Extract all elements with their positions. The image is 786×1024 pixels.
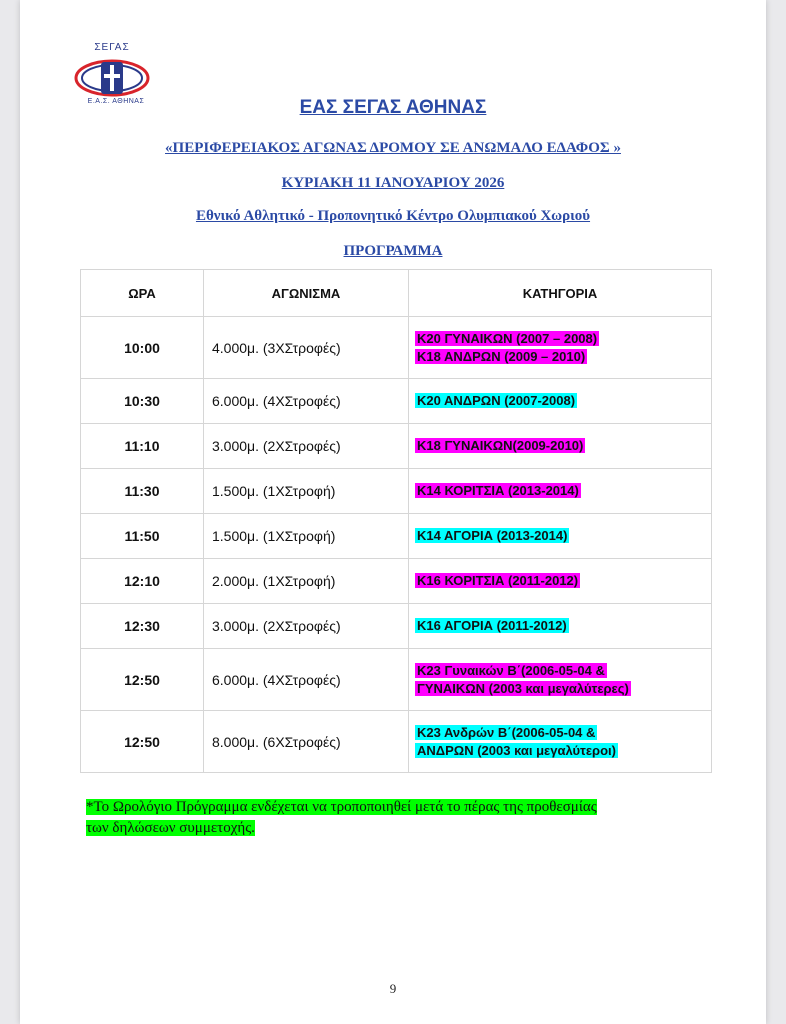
category-label: Κ14 ΑΓΟΡΙΑ (2013-2014) — [417, 528, 568, 543]
row-event: 1.500μ. (1ΧΣτροφή) — [204, 514, 409, 559]
page-title: ΕΑΣ ΣΕΓΑΣ ΑΘΗΝΑΣ — [299, 97, 487, 118]
program-heading: ΠΡΟΓΡΑΜΜΑ — [343, 243, 443, 259]
event-title: «ΠΕΡΙΦΕΡΕΙΑΚΟΣ ΑΓΩΝΑΣ ΔΡΟΜΟΥ ΣΕ ΑΝΩΜΑΛΟ ΕΔΑΦΟΣ » — [165, 140, 621, 156]
row-category — [409, 604, 712, 649]
category-women: Κ20 ΓΥΝΑΙΚΩΝ (2007 – 2008) — [417, 330, 598, 346]
category-line-1: Κ23 Ανδρών Β΄(2006-05-04 & — [417, 724, 596, 740]
category-label: Κ14 ΚΟΡΙΤΣΙΑ (2013-2014) — [417, 483, 579, 498]
table-header-row — [81, 270, 712, 317]
row-time: 12:30 — [81, 604, 204, 649]
row-time: 10:30 — [81, 379, 204, 424]
header-time: ΩΡΑ — [81, 270, 204, 317]
table-row — [81, 424, 712, 469]
row-time: 12:10 — [81, 559, 204, 604]
note-line-2: των δηλώσεων συμμετοχής. — [86, 820, 255, 836]
event-venue: Εθνικό Αθλητικό - Προπονητικό Κέντρο Ολυμπιακού Χωριού — [195, 208, 591, 224]
row-event: 8.000μ. (6ΧΣτροφές) — [204, 711, 409, 773]
table-row — [81, 317, 712, 379]
row-category — [409, 514, 712, 559]
row-event: 6.000μ. (4ΧΣτροφές) — [204, 649, 409, 711]
row-time: 11:30 — [81, 469, 204, 514]
category-men: Κ18 ΑΝΔΡΩΝ (2009 – 2010) — [417, 348, 586, 364]
category-label: Κ20 ΑΝΔΡΩΝ (2007-2008) — [417, 393, 576, 408]
row-time: 11:10 — [81, 424, 204, 469]
category-line-1: Κ23 Γυναικών Β΄(2006-05-04 & — [417, 662, 605, 678]
logo-emblem-icon — [72, 52, 152, 102]
category-label: Κ16 ΑΓΟΡΙΑ (2011-2012) — [417, 618, 567, 633]
schedule-table — [80, 269, 712, 773]
row-event: 2.000μ. (1ΧΣτροφή) — [204, 559, 409, 604]
category-label: Κ18 ΓΥΝΑΙΚΩΝ(2009-2010) — [417, 438, 584, 453]
row-time: 12:50 — [81, 711, 204, 773]
row-category — [409, 559, 712, 604]
logo-bottom-text: Ε.Α.Σ. ΑΘΗΝΑΣ — [87, 98, 145, 105]
category-label: Κ16 ΚΟΡΙΤΣΙΑ (2011-2012) — [417, 573, 579, 588]
row-category — [409, 317, 712, 379]
logo-top-text: ΣΕΓΑΣ — [94, 42, 130, 53]
row-time: 11:50 — [81, 514, 204, 559]
table-row — [81, 559, 712, 604]
row-category — [409, 649, 712, 711]
row-event: 1.500μ. (1ΧΣτροφή) — [204, 469, 409, 514]
row-category — [409, 379, 712, 424]
row-event: 4.000μ. (3ΧΣτροφές) — [204, 317, 409, 379]
row-category — [409, 711, 712, 773]
row-time: 10:00 — [81, 317, 204, 379]
row-event: 3.000μ. (2ΧΣτροφές) — [204, 424, 409, 469]
table-row — [81, 711, 712, 773]
row-event: 6.000μ. (4ΧΣτροφές) — [204, 379, 409, 424]
table-row — [81, 604, 712, 649]
document-page — [20, 0, 766, 1024]
row-event: 3.000μ. (2ΧΣτροφές) — [204, 604, 409, 649]
note-line-1: *Το Ωρολόγιο Πρόγραμμα ενδέχεται να τροποποιηθεί μετά το πέρας της προθεσμίας — [86, 799, 597, 815]
table-row — [81, 379, 712, 424]
table-row — [81, 514, 712, 559]
row-category — [409, 469, 712, 514]
page-number: 9 — [389, 981, 397, 996]
table-row — [81, 649, 712, 711]
header-category: ΚΑΤΗΓΟΡΙΑ — [409, 270, 712, 317]
event-date: ΚΥΡΙΑΚΗ 11 ΙΑΝΟΥΑΡΙΟΥ 2026 — [281, 175, 505, 191]
category-line-2: ΓΥΝΑΙΚΩΝ (2003 και μεγαλύτερες) — [417, 680, 629, 696]
table-row — [81, 469, 712, 514]
row-category — [409, 424, 712, 469]
row-time: 12:50 — [81, 649, 204, 711]
header-event: ΑΓΩΝΙΣΜΑ — [204, 270, 409, 317]
category-line-2: ΑΝΔΡΩΝ (2003 και μεγαλύτεροι) — [417, 742, 616, 758]
schedule-note — [86, 797, 726, 839]
